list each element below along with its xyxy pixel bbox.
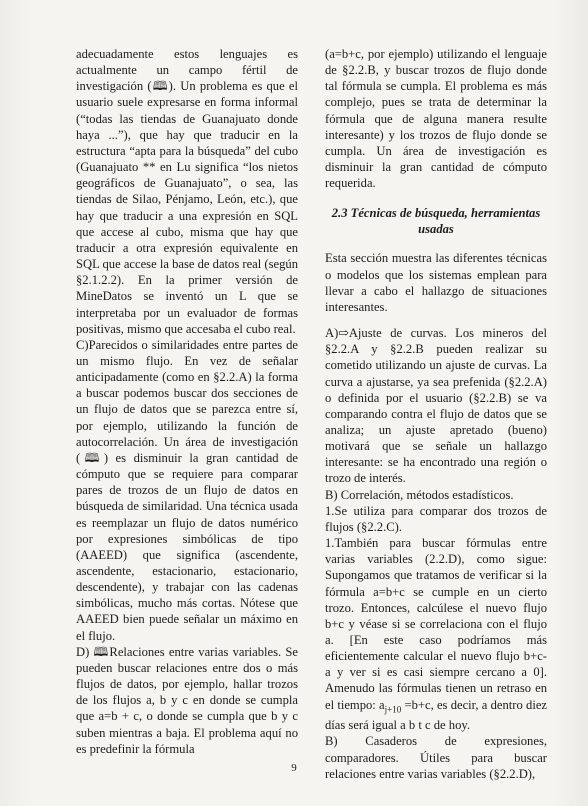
paragraph-correlacion: B) Correlación, métodos estadísticos. [325, 487, 514, 502]
formulas-text: 1.También para buscar fórmulas entre varias variables (2.2.D), como sigue: Supongamos que tratamos de verificar si la fórmula a=b+c se cumple en un cierto trozo. Entonces, calcúlese el nuevo flujo b+c y véase si se correlaciona con el flujo a. [En este caso podríamos más eficientemente calcular el nuevo flujo b+c-a y ver si es casi siempre cercano a 0]. Amenudo las fórmulas tienen un retraso en el tiempo: a [325, 536, 547, 712]
paragraph-intro-continuation: adecuadamente estos lenguajes es actualmente un campo fértil de investigación (🕮). Un problema es que el usuario suele expresarse en forma informal (“todas las tiendas de Guanajuato donde haya ...”), que hay que traducir en la estructura “apta para la búsqueda” del cubo (Guanajuato ** en Lu significa “los nietos geográficos de Guanajuato”, o sea, las tiendas de Silao, Pénjamo, León, etc.), que hay que traducir a una expresión en SQL que accese al cubo, misma que hay que traducir a otra expresión equivalente en SQL que accese la base de datos real (según §2.1.2.2). En la primer versión de MineDatos se inventó un L que se interpretaba por un evaluador de formas positivas, mismo que accesaba el cubo real. [76, 47, 298, 336]
paragraph-casaderos: B) Casaderos de expresiones, comparadores. Útiles para buscar relaciones entre varias variables (§2.2.D), [325, 734, 547, 781]
paragraph-comparar-trozos: 1.Se utiliza para comparar dos trozos de flujos (§2.2.C). [325, 503, 547, 534]
paragraph-ajuste-curvas: A)⇨Ajuste de curvas. Los mineros del §2.2.A y §2.2.B pueden realizar su cometido utilizando un ajuste de curvas. La curva a ajustarse, ya sea prefenida (§2.2.A) o definida por el usuario (§2.2.B) se va comparando contra el flujo de datos que se analiza; un ajuste apretado (bueno) motivará que se señale un hallazgo interesante: se ha encontrado una región o trozo de interés. [325, 326, 547, 486]
paragraph-relaciones: D) 🕮Relaciones entre varias variables. Se pueden buscar relaciones entre dos o más flujos de datos, por ejemplo, hallar trozos de los flujos a, b y c en donde se cumpla que a=b + c, o donde se cumpla que b y c suben mientras a baja. El problema aquí no es predefinir la fórmula [76, 644, 298, 756]
section-heading: 2.3 Técnicas de búsqueda, herramientas usadas [331, 206, 541, 237]
paragraph-formula-continuation: (a=b+c, por ejemplo) utilizando el lenguaje de §2.2.B, y buscar trozos de flujo donde tal fórmula se cumpla. El problema es más complejo, pues se trata de determinar la fórmula que de alguna manera resulte interesante) y los trozos de flujo donde se cumpla. Un área de investigación es disminuir la gran cantidad de cómputo requerida. [325, 47, 547, 191]
paragraph-gap [325, 315, 547, 325]
page-number: 9 [291, 762, 297, 774]
right-column [325, 46, 547, 782]
left-column [76, 46, 298, 757]
formulas-text-tail: =b+c, es decir, a dentro diez días será igual a b t c de hoy. [325, 697, 547, 733]
paragraph-similaridades: C)Parecidos o similaridades entre partes de un mismo flujo. En vez de señalar anticipadamente (como en §2.2.A) la forma a buscar podemos buscar dos secciones de un flujo de datos que se parezca entre sí, por ejemplo, utilizando la función de autocorrelación. Un área de investigación (🕮) es disminuir la gran cantidad de cómputo que se requiere para comparar pares de trozos de un flujo de datos en búsqueda de similaridad. Una técnica usada es reemplazar un flujo de datos numérico por expresiones simbólicas de tipo (AAEED) que significa (ascendente, ascendente, estacionario, estacionario, descendente), y trabajar con las cadenas simbólicas, mucho más cortas. Nótese que AAEED bien puede señalar un máximo en el flujo. [76, 337, 298, 643]
subscript-index: j+10 [384, 704, 402, 715]
paragraph-section-intro: Esta sección muestra las diferentes técnicas o modelos que los sistemas emplean para llevar a cabo el hallazgo de situaciones interesantes. [325, 251, 547, 314]
paragraph-formulas-variables [325, 535, 547, 733]
